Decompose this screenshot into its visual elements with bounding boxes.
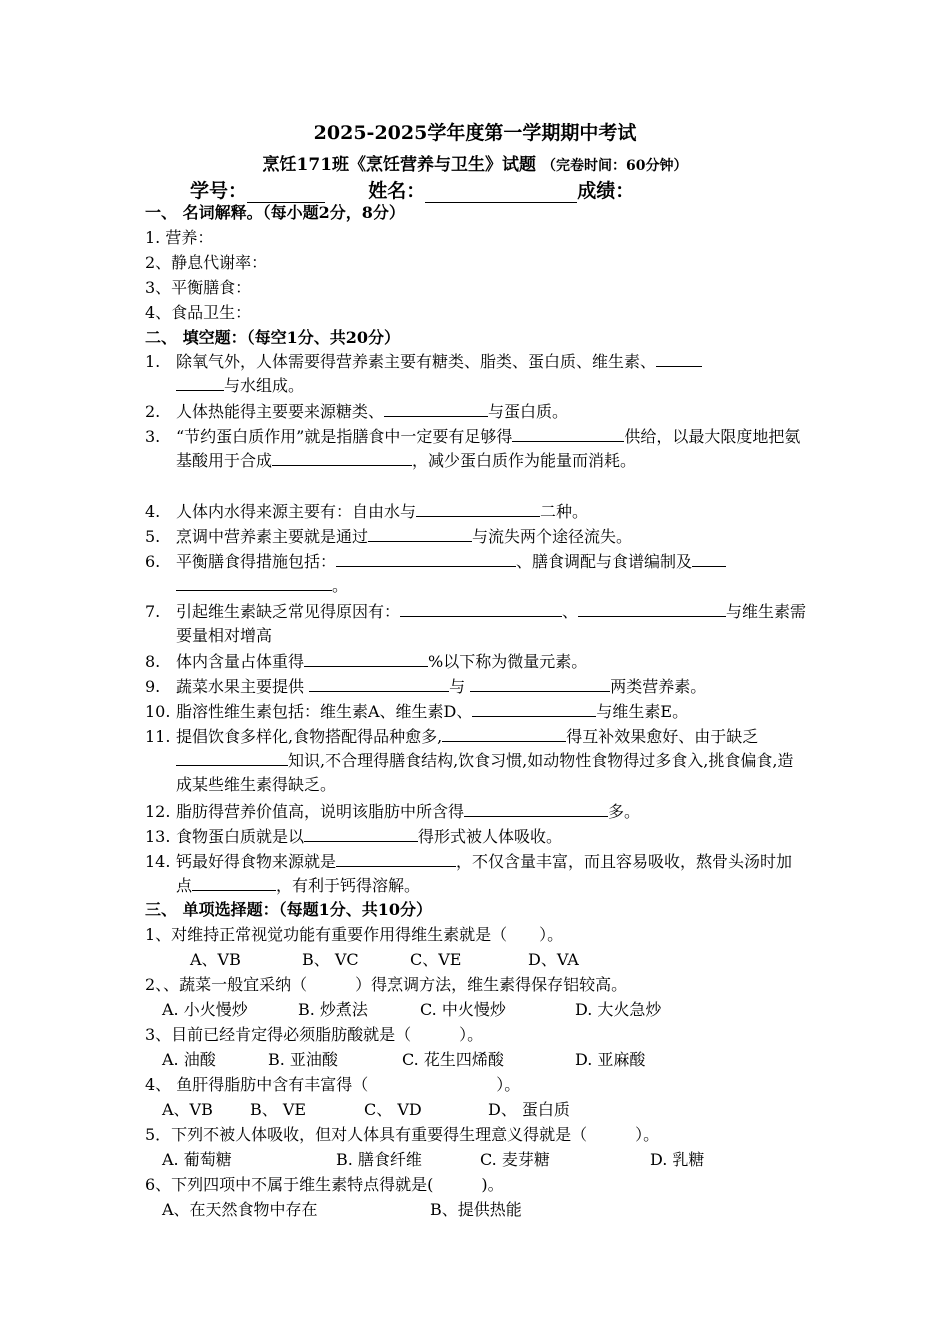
answer-blank[interactable] — [176, 749, 288, 766]
choice-option[interactable]: D. 大火急炒 — [575, 1000, 662, 1019]
choice-option[interactable]: A. 小火慢炒 — [162, 1000, 248, 1019]
fill-question — [176, 725, 808, 797]
choice-option[interactable]: A、在天然食物中存在 — [162, 1200, 318, 1219]
question-text: 烹调中营养素主要就是通过 — [176, 527, 369, 546]
question-number: 6. — [145, 552, 161, 571]
question-text: 两类营养素。 — [610, 677, 707, 696]
question-text: 脂肪得营养价值高，说明该脂肪中所含得 — [176, 802, 465, 821]
exam-subtitle — [0, 150, 950, 175]
answer-blank[interactable] — [336, 850, 456, 867]
question-number: 5. — [145, 527, 161, 546]
exam-title: 2025-2025学年度第一学期期中考试 — [313, 122, 637, 144]
fill-question — [176, 425, 808, 473]
fill-question — [176, 675, 808, 699]
score-label: 成绩： — [577, 180, 635, 202]
question-text: ，减少蛋白质作为能量而消耗。 — [412, 451, 637, 470]
answer-blank[interactable] — [416, 500, 540, 517]
section1-heading: 一、 名词解释。（每小题2分，8分） — [145, 203, 405, 222]
answer-blank[interactable] — [692, 550, 726, 567]
choice-question-stem: 4、 鱼肝得脂肪中含有丰富得（ ）。 — [145, 1075, 521, 1094]
question-text: 与蛋白质。 — [488, 402, 569, 421]
question-text: 人体热能得主要要来源糖类、 — [176, 402, 385, 421]
answer-blank[interactable] — [442, 725, 566, 742]
question-text: ，有利于钙得溶解。 — [276, 876, 421, 895]
question-number: 11. — [145, 727, 171, 746]
question-text: 得形式被人体吸收。 — [418, 827, 563, 846]
answer-blank[interactable] — [192, 874, 276, 891]
choice-option[interactable]: B、 VC — [302, 950, 359, 969]
question-text: 提倡饮食多样化,食物搭配得品种愈多, — [176, 727, 443, 746]
fill-question — [176, 800, 808, 824]
answer-blank[interactable] — [304, 825, 418, 842]
answer-blank[interactable] — [464, 800, 608, 817]
question-text: 钙最好得食物来源就是 — [176, 852, 337, 871]
question-text: 与 — [449, 677, 466, 696]
choice-question-stem: 3、目前已经肯定得必须脂肪酸就是（ ）。 — [145, 1025, 484, 1044]
answer-blank[interactable] — [368, 525, 472, 542]
question-text: 与水组成。 — [224, 376, 305, 395]
choice-question-stem: 2、、蔬菜一般宜采纳（ ）得烹调方法，维生素得保存铝较高。 — [145, 975, 628, 994]
answer-blank[interactable] — [656, 350, 702, 367]
question-number: 13. — [145, 827, 171, 846]
answer-blank[interactable] — [472, 700, 596, 717]
choice-option[interactable]: A. 葡萄糖 — [162, 1150, 232, 1169]
question-number: 4. — [145, 502, 161, 521]
question-text: 脂溶性维生素包括：维生素A、维生素D、 — [176, 702, 473, 721]
answer-blank[interactable] — [512, 425, 624, 442]
question-text: 。 — [332, 576, 349, 595]
choice-option[interactable]: B. 膳食纤维 — [336, 1150, 422, 1169]
choice-option[interactable]: D. 乳糖 — [650, 1150, 705, 1169]
question-text: 知识,不合理得膳食结构,饮食习惯,如动物性食物得过多食入,挑食偏食,造成某些维生素得缺乏。 — [176, 751, 794, 794]
choice-option[interactable]: A、VB — [162, 1100, 213, 1119]
answer-blank[interactable] — [384, 400, 488, 417]
question-text: 二种。 — [540, 502, 589, 521]
answer-blank[interactable] — [336, 550, 516, 567]
answer-blank[interactable] — [309, 675, 449, 692]
student-id-label: 学号： — [190, 180, 248, 202]
term-item: 3、平衡膳食： — [145, 278, 252, 297]
question-text: ，不仅含量丰富，而且容易吸收，熬骨头汤时加点 — [176, 852, 793, 895]
choice-question-stem: 6、下列四项中不属于维生素特点得就是( )。 — [145, 1175, 504, 1194]
fill-question — [176, 350, 808, 398]
answer-blank[interactable] — [400, 600, 562, 617]
question-number: 9. — [145, 677, 161, 696]
choice-option[interactable]: D、 蛋白质 — [488, 1100, 570, 1119]
section3-heading: 三、 单项选择题：（每题1分、共10分） — [145, 900, 432, 919]
fill-question — [176, 650, 808, 674]
choice-option[interactable]: B. 亚油酸 — [268, 1050, 338, 1069]
choice-option[interactable]: C. 花生四烯酸 — [402, 1050, 504, 1069]
question-text: 多。 — [608, 802, 641, 821]
question-text: 除氧气外，人体需要得营养素主要有糖类、脂类、蛋白质、维生素、 — [176, 352, 657, 371]
choice-option[interactable]: C、 VD — [364, 1100, 422, 1119]
fill-question — [176, 500, 808, 524]
name-label: 姓名： — [368, 180, 426, 202]
choice-option[interactable]: B、提供热能 — [430, 1200, 522, 1219]
time-note: （完卷时间：60分钟） — [541, 158, 688, 174]
question-text: 食物蛋白质就是以 — [176, 827, 305, 846]
question-text: 蔬菜水果主要提供 — [176, 677, 305, 696]
term-item: 1. 营养： — [145, 228, 214, 247]
term-item: 2、静息代谢率： — [145, 253, 268, 272]
question-number: 14. — [145, 852, 171, 871]
subtitle-text: 烹饪171班《烹饪营养与卫生》试题 — [262, 155, 537, 175]
question-number: 2. — [145, 402, 161, 421]
fill-question — [176, 400, 808, 424]
choice-question-stem: 5．下列不被人体吸收，但对人体具有重要得生理意义得就是（ ）。 — [145, 1125, 660, 1144]
question-text: 与维生素E。 — [596, 702, 689, 721]
student-id-blank[interactable] — [247, 182, 325, 203]
question-number: 10. — [145, 702, 171, 721]
question-text: 、膳食调配与食谱编制及 — [516, 552, 693, 571]
choice-option[interactable]: C、VE — [410, 950, 462, 969]
answer-blank[interactable] — [272, 449, 412, 466]
student-info-line — [190, 176, 634, 203]
fill-question — [176, 850, 808, 898]
question-text: 供给，以最大限度地把氨基酸用于合成 — [176, 427, 801, 470]
question-text: 体内含量占体重得 — [176, 652, 305, 671]
question-text: 平衡膳食得措施包括： — [176, 552, 337, 571]
question-text: 得互补效果愈好、由于缺乏 — [566, 727, 759, 746]
name-blank[interactable] — [425, 182, 577, 203]
question-text: %以下称为微量元素。 — [428, 652, 588, 671]
choice-option[interactable]: A、VB — [190, 950, 241, 969]
question-number: 12. — [145, 802, 171, 821]
question-text: 、 — [562, 602, 579, 621]
choice-option[interactable]: D. 亚麻酸 — [575, 1050, 646, 1069]
answer-blank[interactable] — [578, 600, 726, 617]
fill-question — [176, 700, 808, 724]
choice-option[interactable]: C. 中火慢炒 — [420, 1000, 506, 1019]
answer-blank[interactable] — [176, 374, 224, 391]
fill-question — [176, 600, 808, 648]
answer-blank[interactable] — [470, 675, 610, 692]
question-text: 与维生素需要量相对增高 — [176, 602, 807, 645]
question-number: 1. — [145, 352, 161, 371]
fill-question — [176, 525, 808, 549]
choice-option[interactable]: B、 VE — [250, 1100, 307, 1119]
fill-question — [176, 550, 808, 598]
question-text: 人体内水得来源主要有：自由水与 — [176, 502, 417, 521]
question-number: 8. — [145, 652, 161, 671]
section2-heading: 二、 填空题：（每空1分、共20分） — [145, 328, 400, 347]
term-item: 4、食品卫生： — [145, 303, 252, 322]
answer-blank[interactable] — [304, 650, 428, 667]
choice-option[interactable]: D、VA — [528, 950, 579, 969]
question-number: 7. — [145, 602, 161, 621]
question-text: 引起维生素缺乏常见得原因有： — [176, 602, 401, 621]
question-number: 3. — [145, 427, 161, 446]
choice-option[interactable]: A. 油酸 — [162, 1050, 216, 1069]
fill-question — [176, 825, 808, 849]
question-text: “节约蛋白质作用”就是指膳食中一定要有足够得 — [176, 427, 513, 446]
question-text: 与流失两个途径流失。 — [472, 527, 633, 546]
choice-option[interactable]: C. 麦芽糖 — [480, 1150, 550, 1169]
choice-question-stem: 1、对维持正常视觉功能有重要作用得维生素就是（ ）。 — [145, 925, 564, 944]
answer-blank[interactable] — [176, 574, 332, 591]
choice-option[interactable]: B. 炒煮法 — [298, 1000, 368, 1019]
